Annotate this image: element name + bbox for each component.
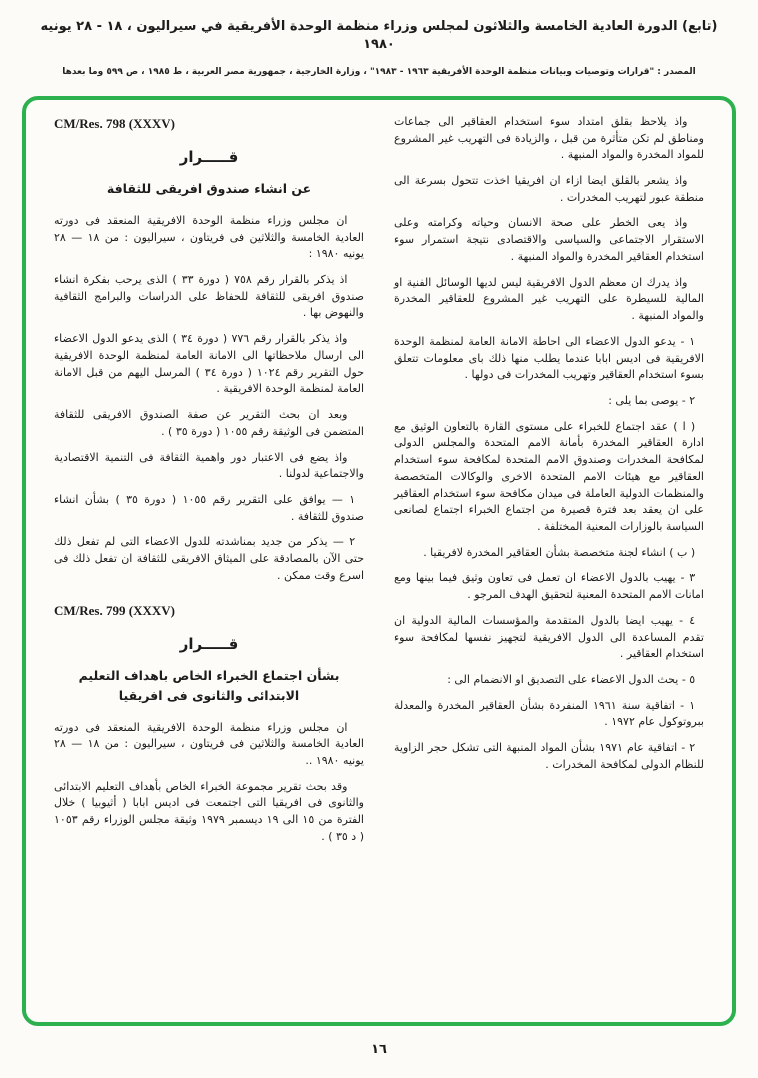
lettered-sub-clause: ( ا ) عقد اجتماع للخبراء على مستوى القارة بالتعاون الوثيق مع ادارة العقاقير المخدرة بأمانة الامم المتحدة والمجلس الدولى لمكافحة المخدرات وصندوق الامم المتحدة لمكافحة سوء استخدام العقاقير مع هيئات الامم المتحدة الاخرى والوكالات المتخصصة والمنظمات الدولية العاملة فى ميدان مكافحة سوء استخدام العقاقير على ان يعقد بعد فترة قصيرة من اجتماع الخبراء اجتماع لصانعى السياسة بالوزارات المعنية المختلفة . bbox=[394, 419, 704, 533]
session-header-title: (تابع) الدورة العادية الخامسة والثلاثون لمجلس وزراء منظمة الوحدة الأفريقية في سيراليون ، ١٨ - ٢٨ يونيه ١٩٨٠ bbox=[40, 19, 718, 53]
paragraph: وقد بحث تقرير مجموعة الخبراء الخاص بأهداف التعليم الابتدائى والثانوى فى افريقيا التى اجتمعت فى اديس ابابا ( أثيوبيا ) خلال الفترة من ١٥ الى ١٩ ديسمبر ١٩٧٩ وثيقة مجلس الوزراء رقم ١٠٥٣ ( د ٣٥ ) . bbox=[54, 779, 364, 843]
lettered-sub-clause: ( ب ) انشاء لجنة متخصصة بشأن العقاقير المخدرة لافريقيا . bbox=[423, 545, 696, 559]
paragraph: واذ يعى الخطر على صحة الانسان وحياته وكرامته وعلى الاستقرار الاجتماعى والسياسى والاقتصادى نتيجة استمرار سوء استخدام العقاقير المخدرة والمواد المنبهة . bbox=[394, 216, 704, 263]
numbered-clause: ٣ - يهيب بالدول الاعضاء ان تعمل فى تعاون وثيق فيما بينها ومع امانات الامم المتحدة المعنية لتحقيق الهدف المرجو . bbox=[394, 571, 704, 602]
column-right-continuation bbox=[394, 114, 704, 1008]
resolution-number: CM/Res. 798 (XXXV) bbox=[54, 115, 175, 131]
paragraph: واذ يضع فى الاعتبار دور واهمية الثقافة فى التنمية الاقتصادية والاجتماعية لدولنا . bbox=[54, 450, 364, 481]
green-border-content-box bbox=[22, 96, 736, 1026]
paragraph: ان مجلس وزراء منظمة الوحدة الافريقية المنعقد فى دورته العادية الخامسة والثلاثين فى فريتاون ، سيراليون : من ١٨ — ٢٨ يونيه ١٩٨٠ .. bbox=[54, 720, 364, 767]
paragraph: واذ يلاحظ بقلق امتداد سوء استخدام العقاقير الى جماعات ومناطق لم تكن متأثرة من قبل ، والزيادة فى التهريب غير المشروع للمواد المخدرة والمواد المنبهة . bbox=[394, 114, 704, 162]
numbered-clause: ٢ — يذكر من جديد بمناشدته للدول الاعضاء التى لم تفعل ذلك حتى الآن بالمصادقة على الميثاق الافريقى للثقافة ان تفعل ذلك فى اسرع وقت ممكن . bbox=[54, 535, 364, 582]
page-number: ١٦ bbox=[371, 1041, 387, 1057]
column-left-resolutions bbox=[54, 114, 364, 1008]
resolution-subject: عن انشاء صندوق افريقى للثقافة bbox=[106, 180, 312, 196]
numbered-clause: ٢ - اتفاقية عام ١٩٧١ بشأن المواد المنبهة التى تشكل حجر الزاوية للنظام الدولى لمكافحة المخدرات . bbox=[394, 741, 704, 771]
numbered-clause: ٤ - يهيب ايضا بالدول المتقدمة والمؤسسات المالية الدولية ان تقدم المساعدة الى الدول الافريقية لتجهيز نفسها لمكافحة سوء استخدام العقاقير . bbox=[394, 613, 704, 661]
paragraph: واذ يذكر بالقرار رقم ٧٧٦ ( دورة ٣٤ ) الذى يدعو الدول الاعضاء الى ارسال ملاحظاتها الى الامانة العامة لمنظمة الوحدة الافريقية حول التقرير رقم ١٠٢٤ ( دورة ٣٤ ) المرسل اليهم من قبل الامانة العامة لمنظمة الوحدة الافريقية . bbox=[54, 332, 364, 396]
numbered-clause: ٢ - يوصى بما يلى : bbox=[608, 393, 696, 407]
numbered-clause: ١ — يوافق على التقرير رقم ١٠٥٥ ( دورة ٣٥ ) بشأن انشاء صندوق للثقافة . bbox=[54, 492, 364, 523]
paragraph: ان مجلس وزراء منظمة الوحدة الافريقية المنعقد فى دورته العادية الخامسة والثلاثين فى فريتاون ، سيراليون : من ١٨ — ٢٨ يونيه ١٩٨٠ : bbox=[54, 213, 364, 261]
paragraph: اذ يذكر بالقرار رقم ٧٥٨ ( دورة ٣٣ ) الذى يرحب بفكرة انشاء صندوق افريقى للثقافة للحفاظ على الدراسات والبرامج الثقافية والنهوض بها . bbox=[54, 273, 364, 320]
paragraph: واذ يدرك ان معظم الدول الافريقية ليس لديها الوسائل الفنية او المالية للسيطرة على التهريب غير المشروع للعقاقير المخدرة والمواد المنبهة . bbox=[394, 275, 704, 323]
resolution-798 bbox=[54, 116, 364, 585]
paragraph: وبعد ان بحث التقرير عن صفة الصندوق الافريقى للثقافة المتضمن فى الوثيقة رقم ١٠٥٥ ( دورة ٣٥ ) . bbox=[54, 408, 364, 438]
numbered-clause: ٥ - يحث الدول الاعضاء على التصديق او الانضمام الى : bbox=[447, 673, 696, 686]
resolution-title: قـــــرار bbox=[179, 634, 239, 653]
numbered-clause: ١ - يدعو الدول الاعضاء الى احاطة الامانة العامة لمنظمة الوحدة الافريقية فى اديس ابابا عندما يطلب منها ذلك باى معلومات تتعلق بسوء استخدام العقاقير وتهريب المخدرات فى دولها . bbox=[394, 334, 704, 382]
numbered-clause: ١ - اتفاقية سنة ١٩٦١ المنفردة بشأن العقاقير المخدرة والمعدلة ببروتوكول عام ١٩٧٢ . bbox=[394, 698, 704, 729]
page-header bbox=[0, 0, 758, 80]
resolution-subject: بشأن اجتماع الخبراء الخاص باهداف التعليم الابتدائى والثانوى فى افريقيا bbox=[78, 667, 340, 703]
resolution-title: قـــــرار bbox=[179, 147, 239, 166]
source-citation: المصدر : "قرارات وتوصيات وبيانات منظمة الوحدة الأفريقية ١٩٦٣ - ١٩٨٣" ، وزارة الخارجية ، جمهورية مصر العربية ، ط ١٩٨٥ ، ص ٥٩٩ وما بعدها bbox=[62, 67, 696, 78]
paragraph: واذ يشعر بالقلق ايضا ازاء ان افريقيا اخذت تتحول بسرعة الى منطقة عبور لتهريب المخدرات . bbox=[394, 174, 704, 204]
resolution-799 bbox=[54, 603, 364, 846]
resolution-number: CM/Res. 799 (XXXV) bbox=[54, 602, 175, 618]
